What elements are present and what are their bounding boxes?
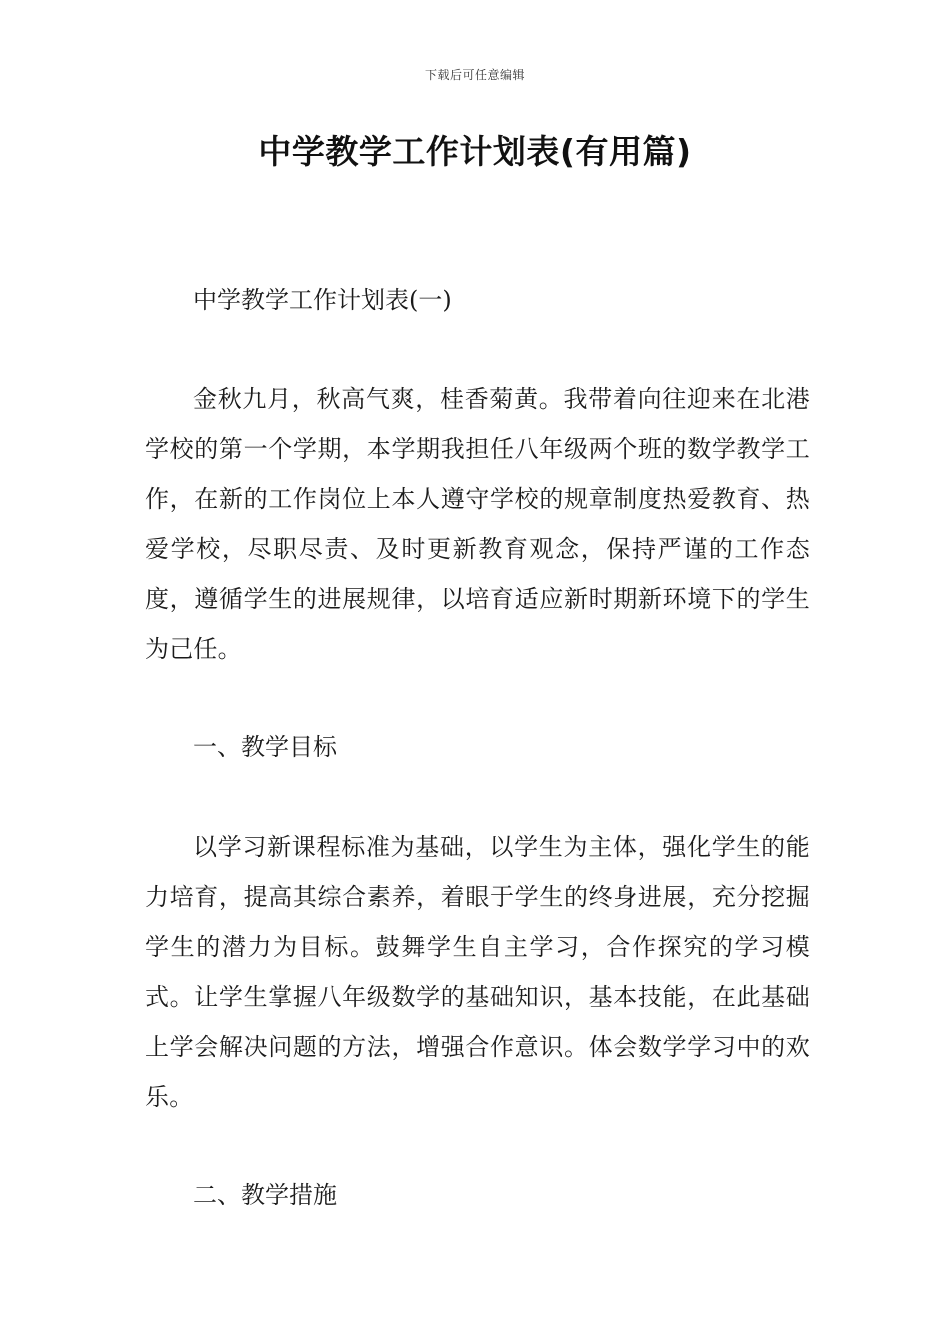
heading-teaching-measures: 二、教学措施 — [193, 1181, 337, 1209]
section-title: 中学教学工作计划表(一) — [193, 286, 452, 314]
intro-paragraph: 金秋九月，秋高气爽，桂香菊黄。我带着向往迎来在北港学校的第一个学期，本学期我担任八年级两个班的数学教学工作，在新的工作岗位上本人遵守学校的规章制度热爱教育、热爱学校，尽职尽责、及时更新教育观念，保持严谨的工作态度，遵循学生的进展规律，以培育适应新时期新环境下的学生为己任。 — [145, 385, 810, 663]
header-note: 下载后可任意编辑 — [424, 68, 525, 82]
heading-teaching-goals: 一、教学目标 — [193, 733, 337, 761]
goals-paragraph: 以学习新课程标准为基础，以学生为主体，强化学生的能力培育，提高其综合素养，着眼于学生的终身进展，充分挖掘学生的潜力为目标。鼓舞学生自主学习，合作探究的学习模式。让学生掌握八年级数学的基础知识，基本技能，在此基础上学会解决问题的方法，增强合作意识。体会数学学习中的欢乐。 — [145, 833, 810, 1111]
document-title: 中学教学工作计划表(有用篇) — [258, 132, 692, 171]
